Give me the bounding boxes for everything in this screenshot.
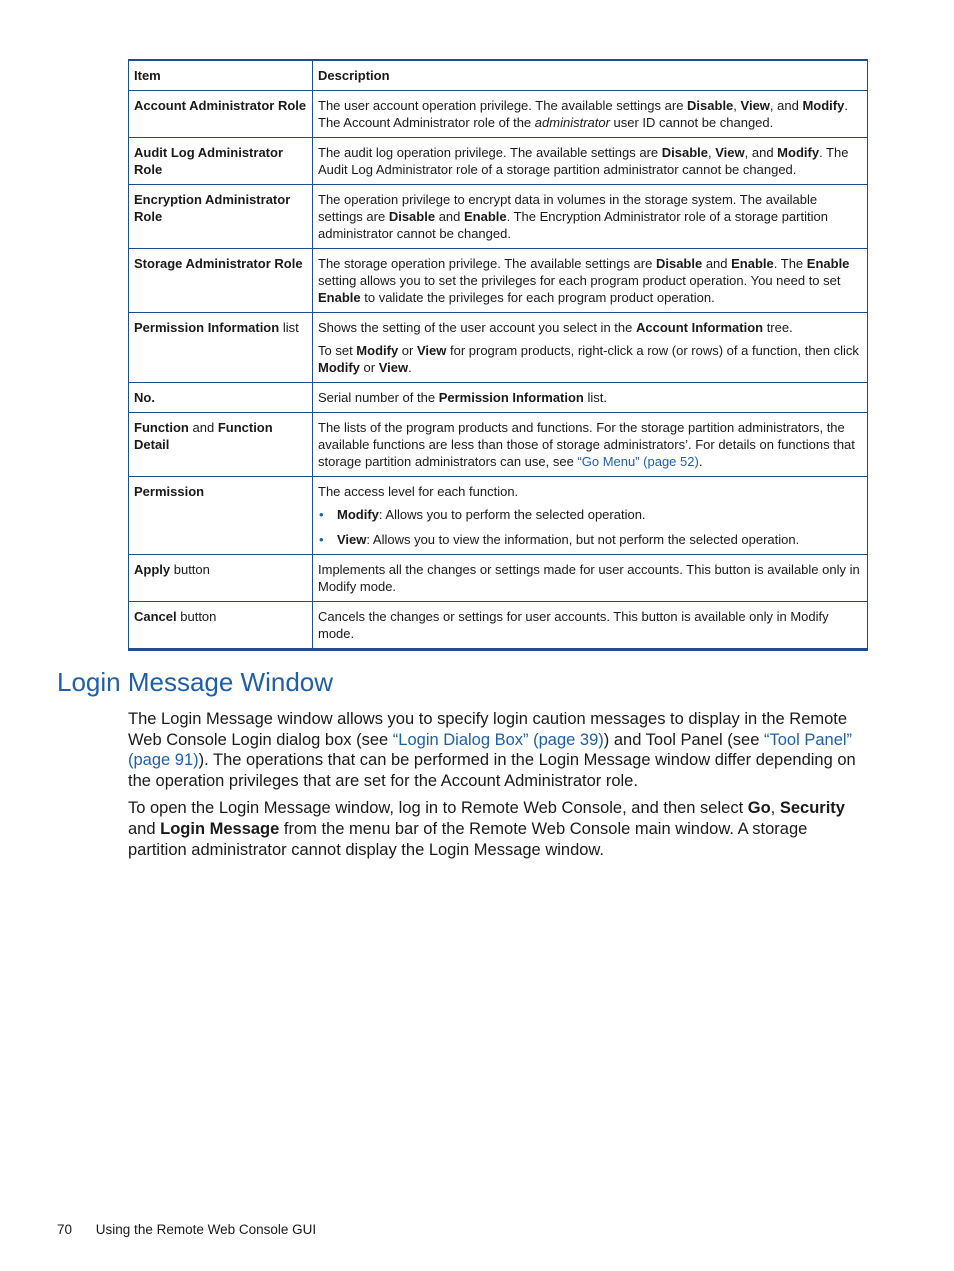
description-cell [313, 185, 868, 249]
text-run: , [708, 145, 716, 160]
table-row [129, 555, 868, 602]
description-paragraph [318, 191, 862, 242]
description-cell [313, 413, 868, 477]
description-paragraph [318, 561, 862, 595]
bold-term: Modify [318, 360, 360, 375]
bold-term: Encryption Administrator Role [134, 192, 291, 224]
text-run: , [733, 98, 741, 113]
table-row [129, 477, 868, 555]
bullet-dot-icon: • [319, 507, 324, 522]
item-cell [129, 249, 313, 313]
cross-reference-link[interactable]: “Login Dialog Box” (page 39) [392, 730, 604, 749]
bullet-item [318, 506, 862, 523]
table-row [129, 91, 868, 138]
text-run: Shows the setting of the user account you select in the [318, 320, 636, 335]
bold-term: View [416, 343, 447, 358]
table-row [129, 413, 868, 477]
text-run: , and [769, 98, 803, 113]
table-row [129, 383, 868, 413]
text-run: and [188, 420, 218, 435]
bold-term: View [715, 145, 745, 160]
text-run: , [770, 799, 780, 818]
description-cell [313, 602, 868, 650]
text-run: user ID cannot be changed. [609, 115, 774, 130]
text-run: and [128, 819, 161, 838]
text-run: ) and Tool Panel (see [603, 730, 764, 749]
text-run: The access level for each function. [318, 484, 519, 499]
bold-term: Modify [356, 343, 399, 358]
table-row [129, 138, 868, 185]
text-run: The Login Message window allows you to specify login caution messages to display in the Remote Web Console Login dialog box (see [128, 710, 848, 749]
description-cell [313, 313, 868, 383]
text-run: or [359, 360, 379, 375]
description-cell [313, 138, 868, 185]
text-run: The operation privilege to encrypt data in volumes in the storage system. The available settings are [318, 192, 818, 224]
chapter-title: Using the Remote Web Console GUI [95, 1222, 317, 1237]
table-row [129, 602, 868, 650]
bold-term: Disable [687, 98, 734, 113]
text-run: . The Encryption Administrator role of a storage partition administrator cannot be changed. [318, 209, 828, 241]
bold-term: Permission Information [438, 390, 584, 405]
bold-term: View [740, 98, 770, 113]
bold-term: Security [779, 799, 845, 818]
text-run: The audit log operation privilege. The available settings are [318, 145, 662, 160]
section-body [128, 709, 870, 867]
table-header-row [129, 60, 868, 91]
text-run: or [398, 343, 417, 358]
bullet-dot-icon: • [319, 532, 324, 547]
text-run: . The Account Administrator role of the [318, 98, 848, 130]
text-run: button [176, 609, 217, 624]
header-item: Item [129, 60, 313, 91]
text-run: Implements all the changes or settings made for user accounts. This button is available only in Modify mode. [318, 562, 860, 594]
bold-term: Disable [388, 209, 436, 224]
description-cell [313, 249, 868, 313]
text-run: Cancels the changes or settings for user accounts. This button is available only in Modify mode. [318, 609, 829, 641]
text-run: list [279, 320, 299, 335]
privilege-table [128, 59, 868, 651]
item-cell [129, 413, 313, 477]
cross-reference-link[interactable]: “Go Menu” (page 52) [577, 454, 699, 469]
text-run: and [702, 256, 732, 271]
bold-term: View [337, 532, 367, 547]
description-paragraph [318, 608, 862, 642]
bold-term: Account Information [635, 320, 764, 335]
bold-term: Function Detail [134, 420, 273, 452]
item-cell [129, 555, 313, 602]
text-run: The storage operation privilege. The available settings are [318, 256, 656, 271]
item-cell [129, 477, 313, 555]
text-run: and [435, 209, 464, 224]
description-paragraph [318, 419, 862, 470]
item-cell [129, 313, 313, 383]
table-row [129, 185, 868, 249]
bold-term: Disable [661, 145, 709, 160]
text-run: setting allows you to set the privileges for each program product operation. You need to set [318, 273, 841, 288]
text-run: . [408, 360, 412, 375]
text-run: . The Audit Log Administrator role of a storage partition administrator cannot be changed. [318, 145, 849, 177]
item-cell [129, 602, 313, 650]
bold-term: Modify [802, 98, 845, 113]
body-paragraph [128, 798, 870, 860]
text-run: To set [318, 343, 357, 358]
description-paragraph [318, 97, 862, 131]
bold-term: Cancel [134, 609, 177, 624]
text-run: button [170, 562, 210, 577]
item-cell [129, 91, 313, 138]
bold-term: Account Administrator Role [134, 98, 307, 113]
text-run: Serial number of the [318, 390, 439, 405]
text-run: for program products, right-click a row (or rows) of a function, then click [446, 343, 859, 358]
bold-term: Modify [337, 507, 379, 522]
bold-term: Modify [777, 145, 820, 160]
text-run: : Allows you to perform the selected operation. [378, 507, 646, 522]
text-run: list. [583, 390, 608, 405]
bold-term: Audit Log Administrator Role [134, 145, 284, 177]
body-paragraph [128, 709, 870, 791]
table-row [129, 249, 868, 313]
text-run: to validate the privileges for each program product operation. [360, 290, 715, 305]
text-run: tree. [763, 320, 793, 335]
bullet-list [318, 506, 862, 548]
bold-term: Enable [464, 209, 507, 224]
bold-term: Enable [731, 256, 774, 271]
bold-term: Login Message [160, 819, 280, 838]
text-run: The user account operation privilege. The available settings are [318, 98, 688, 113]
bold-term: Enable [806, 256, 850, 271]
item-cell [129, 185, 313, 249]
description-cell [313, 477, 868, 555]
bold-term: View [378, 360, 409, 375]
description-paragraph [318, 319, 862, 336]
text-run: To open the Login Message window, log in to Remote Web Console, and then select [128, 799, 748, 818]
page-number: 70 [57, 1222, 73, 1237]
text-run: , and [744, 145, 778, 160]
bold-term: Permission [134, 484, 205, 499]
bullet-item [318, 531, 862, 548]
text-run: . The [773, 256, 807, 271]
description-paragraph [318, 144, 862, 178]
description-paragraph [318, 389, 862, 406]
text-run: : Allows you to view the information, but not perform the selected operation. [366, 532, 800, 547]
header-description: Description [313, 60, 868, 91]
text-run: ). The operations that can be performed in the Login Message window differ depending on the operation privileges that are set for the Account Administrator role. [128, 751, 856, 790]
description-paragraph [318, 483, 862, 500]
description-cell [313, 91, 868, 138]
bold-term: Apply [134, 562, 171, 577]
description-cell [313, 383, 868, 413]
section-title: Login Message Window [57, 667, 334, 697]
description-paragraph [318, 342, 862, 376]
bold-term: Disable [655, 256, 703, 271]
text-run: The lists of the program products and functions. For the storage partition administrators, the available functions are less than those of storage administrators’. For details on functions that storage partition administrators can use, see [318, 420, 855, 469]
cross-reference-link[interactable]: “Tool Panel” (page 91) [128, 730, 853, 770]
bold-term: Permission Information [134, 320, 280, 335]
item-cell [129, 383, 313, 413]
text-run: . [698, 454, 703, 469]
page-footer [57, 1222, 316, 1237]
bold-term: Function [134, 420, 189, 435]
description-cell [313, 555, 868, 602]
text-run: from the menu bar of the Remote Web Console main window. A storage partition administrator cannot display the Login Message window. [128, 819, 808, 859]
item-cell [129, 138, 313, 185]
bold-term: Storage Administrator Role [134, 256, 303, 271]
bold-term: Go [747, 799, 771, 818]
text-run: administrator [534, 115, 610, 130]
description-paragraph [318, 255, 862, 306]
bold-term: Enable [318, 290, 361, 305]
bold-term: No. [134, 390, 155, 405]
table-row [129, 313, 868, 383]
